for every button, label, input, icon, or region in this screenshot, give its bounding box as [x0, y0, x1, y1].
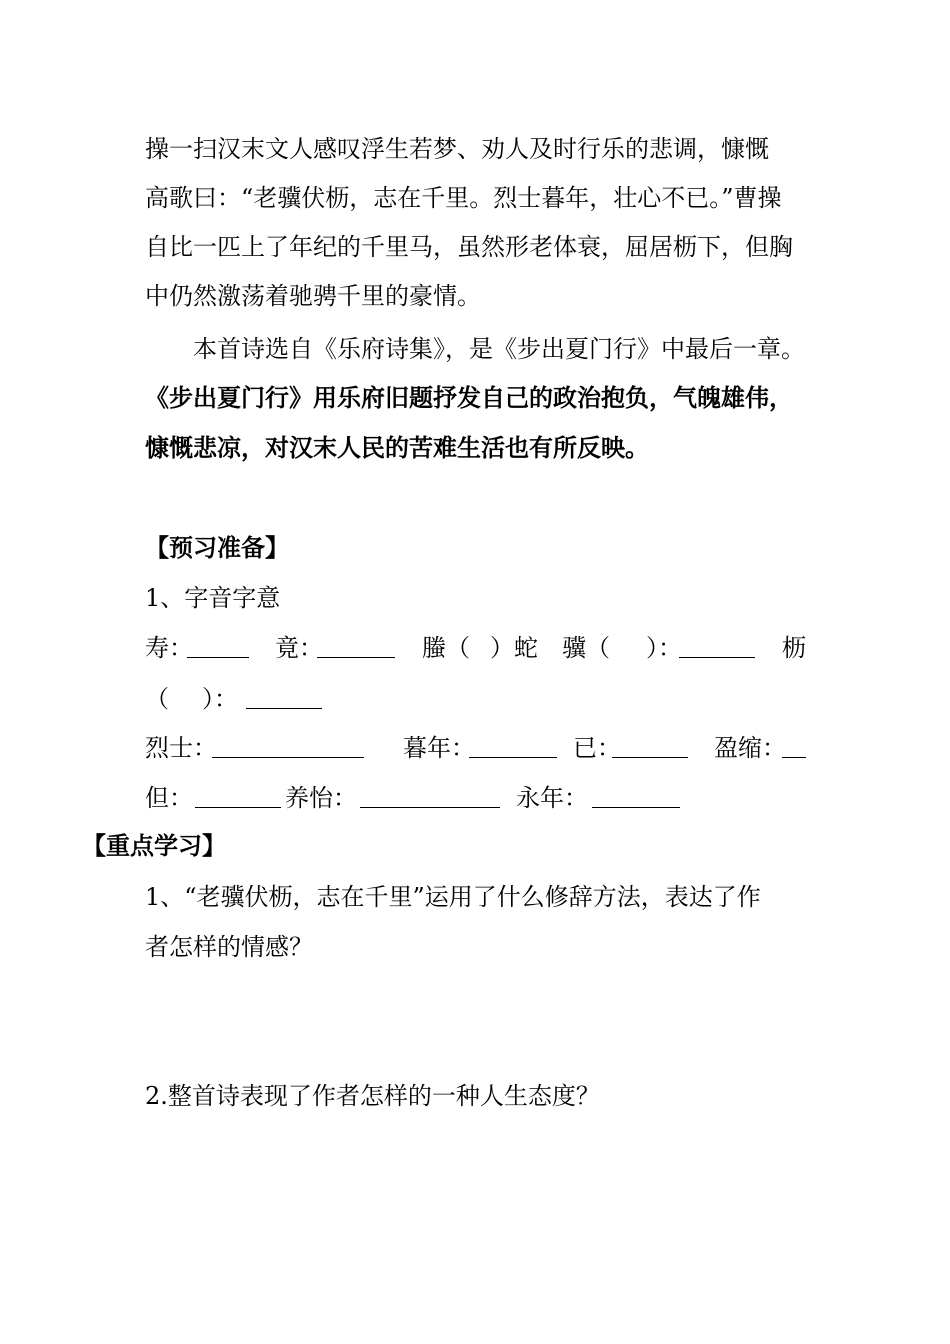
intro-bold-line: 慷慨悲凉，对汉末人民的苦难生活也有所反映。 [145, 434, 649, 462]
vocab-label-jing: 竟： [275, 634, 323, 662]
intro-bold-line: 《步出夏门行》用乐府旧题抒发自己的政治抱负，气魄雄伟， [145, 384, 793, 412]
vocab-label-yingsuo: 盈缩： [714, 734, 786, 762]
vocab-paren-close: ）： [202, 685, 238, 713]
answer-blank[interactable] [612, 735, 688, 758]
vocab-label-teng: 螣（ [422, 634, 470, 662]
answer-blank[interactable] [317, 635, 395, 658]
answer-blank[interactable] [246, 686, 322, 709]
focus-heading: 【重点学习】 [82, 832, 226, 860]
vocab-label-shou: 寿： [145, 634, 193, 662]
answer-blank[interactable] [782, 735, 806, 758]
vocab-label-teng-close: ）蛇 [490, 634, 538, 662]
vocab-label-yi: 已： [573, 734, 621, 762]
vocab-label-munian: 暮年： [403, 734, 475, 762]
answer-blank[interactable] [195, 785, 281, 808]
preview-subheading: 1、字音字意 [145, 584, 281, 612]
answer-blank[interactable] [187, 635, 249, 658]
answer-blank[interactable] [212, 735, 364, 758]
vocab-label-ji-close: ）： [646, 634, 682, 662]
vocab-label-yongnian: 永年： [516, 784, 588, 812]
intro-line: 操一扫汉末文人感叹浮生若梦、劝人及时行乐的悲调，慷慨 [145, 135, 769, 163]
vocab-label-lieshi: 烈士： [145, 734, 217, 762]
vocab-label-dan: 但： [145, 784, 193, 812]
intro-line: 自比一匹上了年纪的千里马，虽然形老体衰，屈居枥下，但胸 [145, 233, 793, 261]
vocab-label-li: 枥 [782, 634, 806, 662]
intro-line: 中仍然激荡着驰骋千里的豪情。 [145, 282, 481, 310]
question-1-line: 者怎样的情感？ [145, 933, 313, 961]
intro-line: 高歌曰：“老骥伏枥，志在千里。烈士暮年，壮心不已。”曹操 [145, 184, 782, 212]
intro-line: 本首诗选自《乐府诗集》，是《步出夏门行》中最后一章。 [193, 335, 805, 363]
answer-blank[interactable] [469, 735, 557, 758]
answer-blank[interactable] [592, 785, 680, 808]
preview-heading: 【预习准备】 [145, 534, 289, 562]
vocab-label-ji: 骥（ [562, 634, 610, 662]
vocab-paren-open: （ [145, 685, 169, 713]
vocab-label-yangyi: 养怡： [285, 784, 357, 812]
answer-blank[interactable] [679, 635, 755, 658]
question-2: 2.整首诗表现了作者怎样的一种人生态度？ [145, 1082, 600, 1110]
question-1-line: 1、“老骥伏枥，志在千里”运用了什么修辞方法，表达了作 [145, 883, 761, 911]
answer-blank[interactable] [360, 785, 500, 808]
